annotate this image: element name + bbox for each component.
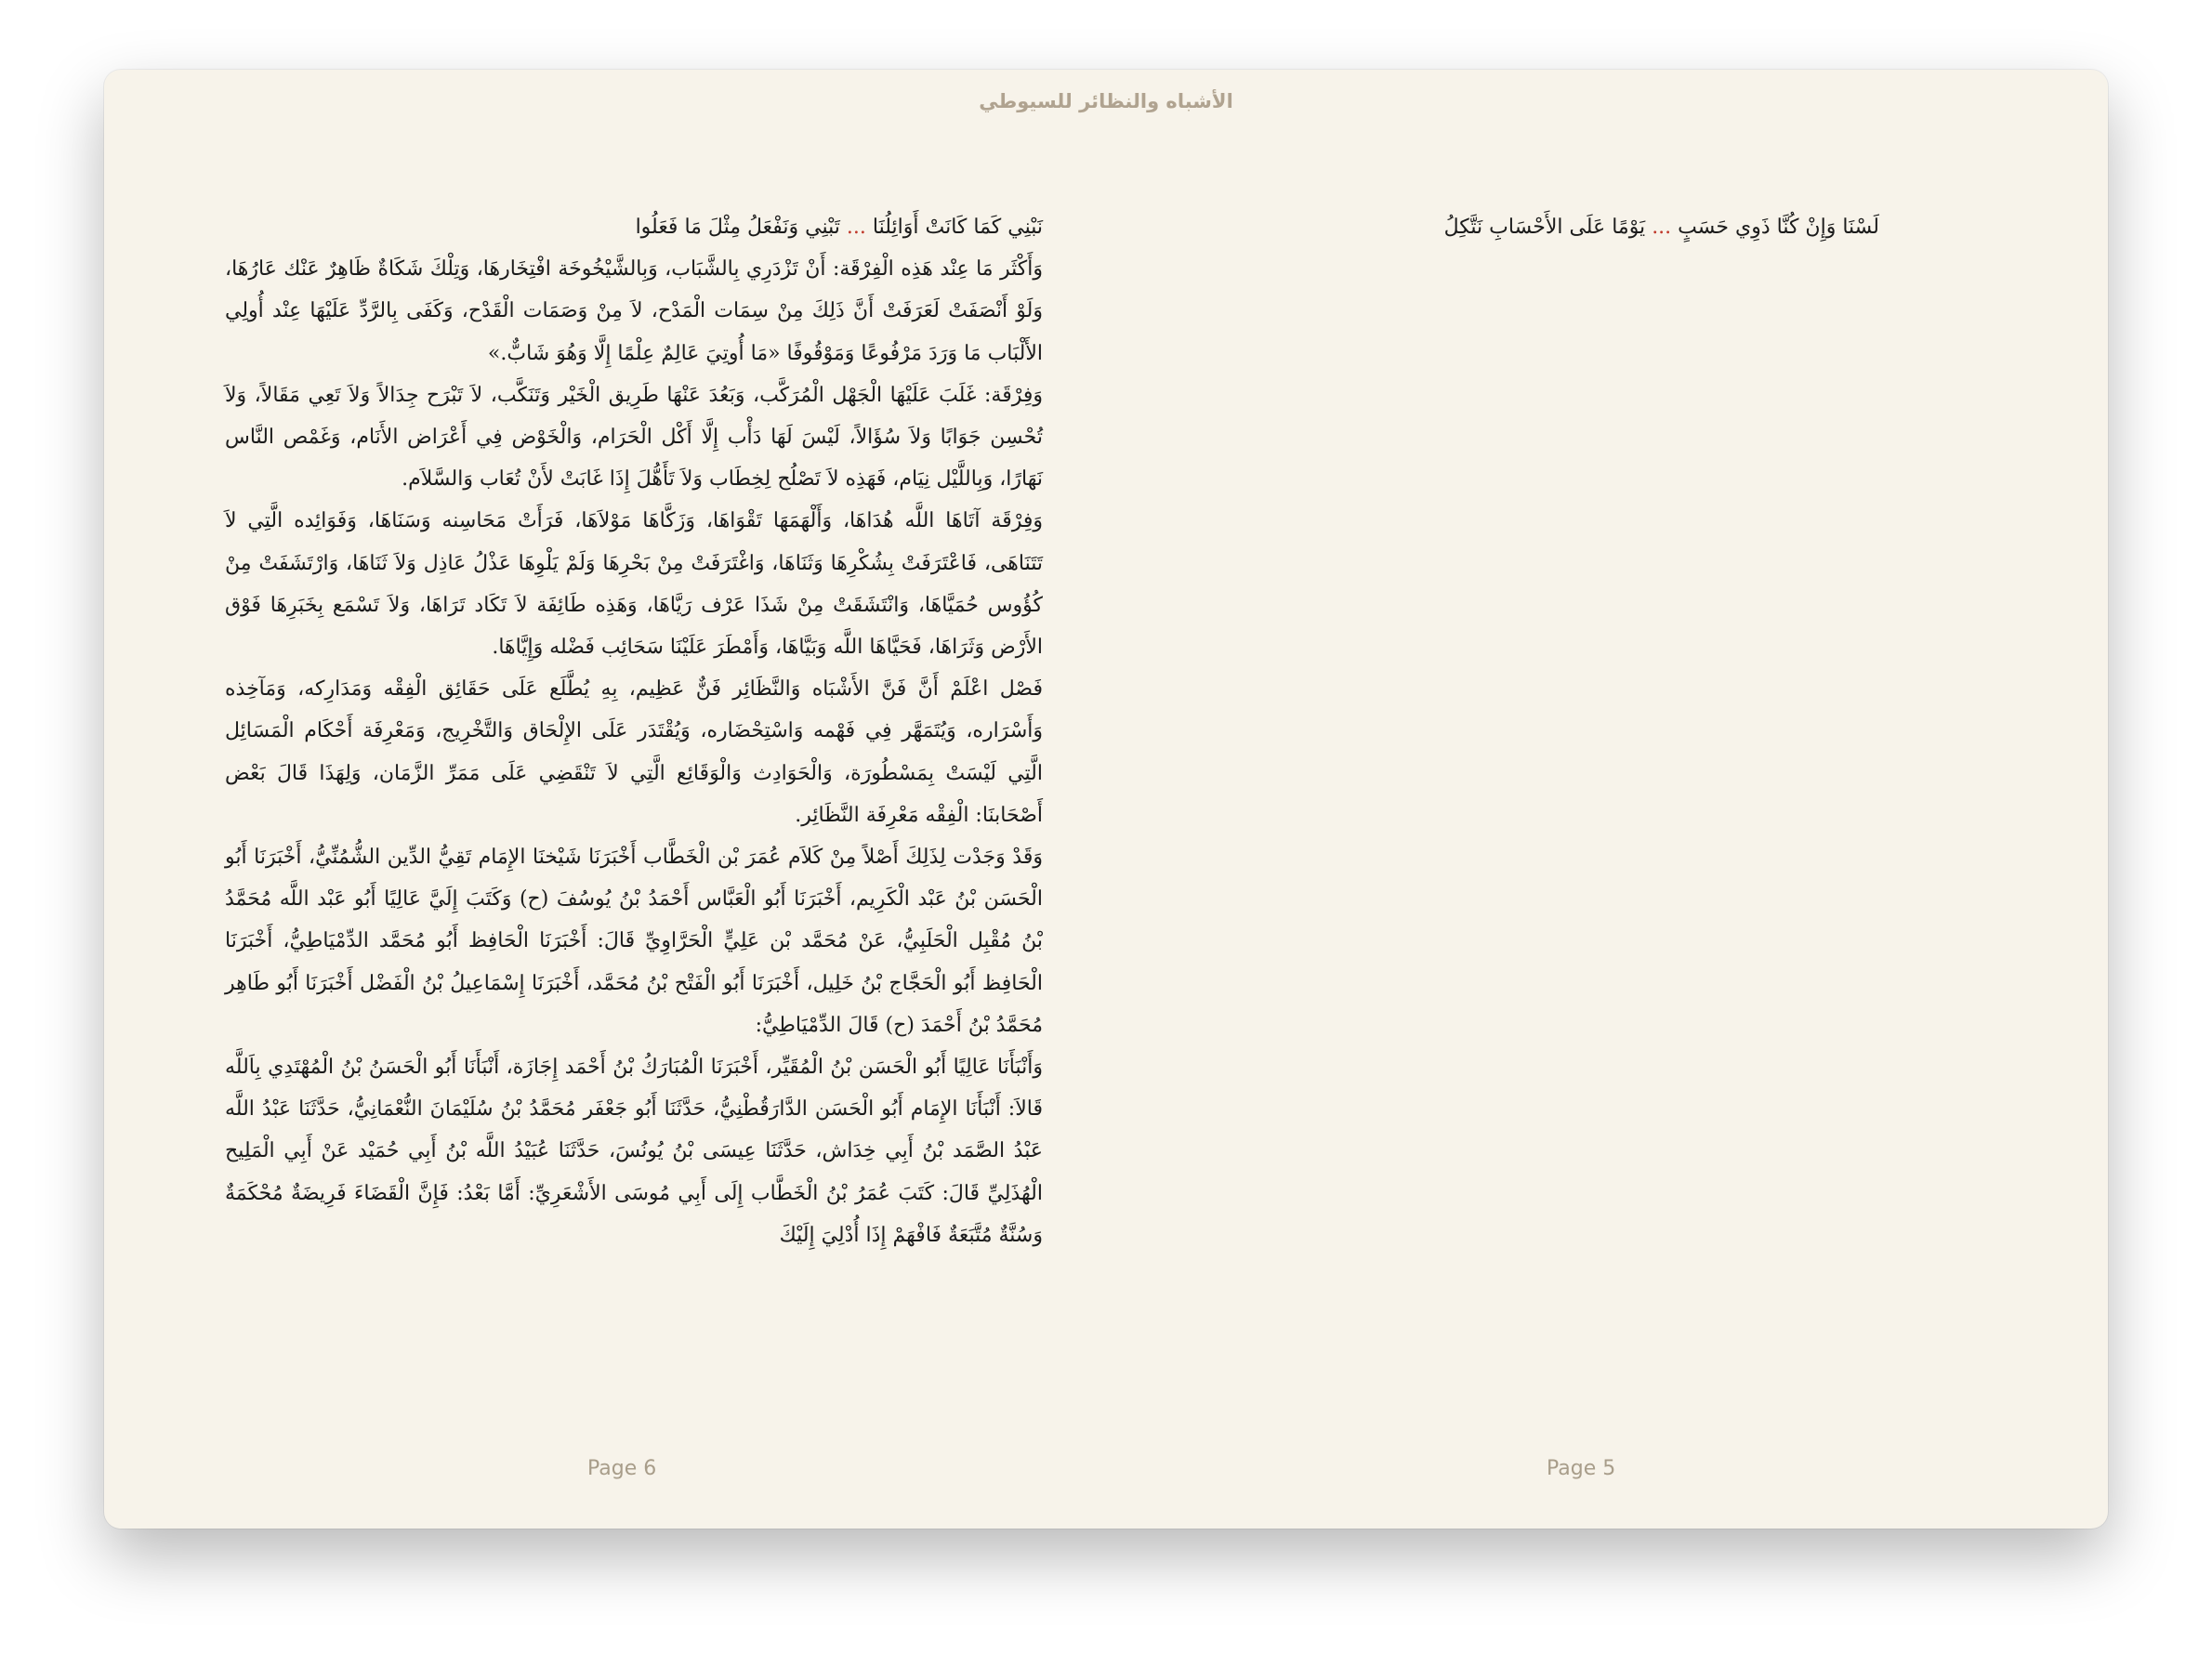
verse-first-half: لَسْنَا وَإِنْ كُنَّا ذَوِي حَسَبٍ xyxy=(1678,216,1879,239)
paragraph: وَقَدْ وَجَدْت لِذَلِكَ أَصْلاً مِنْ كَلاَم عُمَرَ بْن الْخَطَّاب أَخْبَرَنَا شَيْخنَا الإِمَام تَقِيُّ الدِّين الشُّمُنِّيُّ، أَخْبَرَنَا أَبُو الْحَسَن بْنُ عَبْد الْكَرِيم، أَخْبَرَنَا أَبُو الْعَبَّاس أَحْمَدُ بْنُ يُوسُفَ (ح) وَكَتَبَ إِلَيَّ عَالِيًا أَبُو عَبْد اللَّه مُحَمَّدُ بْنُ مُقْبِل الْحَلَبِيُّ، عَنْ مُحَمَّد بْن عَلِيٍّ الْحَرَّاوِيِّ قَالَ: أَخْبَرَنَا الْحَافِظ أَبُو مُحَمَّد الدِّمْيَاطِيُّ، أَخْبَرَنَا الْحَافِظ أَبُو الْحَجَّاج بْنُ خَلِيل، أَخْبَرَنَا أَبُو الْفَتْح بْنُ مُحَمَّد، أَخْبَرَنَا إِسْمَاعِيلُ بْنُ الْفَضْل أَخْبَرَنَا أَبُو طَاهِر مُحَمَّدُ بْنُ أَحْمَدَ (ح) قَالَ الدِّمْيَاطِيُّ: xyxy=(225,846,1043,1037)
verse-line xyxy=(1061,206,1879,248)
paragraph: وَفِرْقَة آتَاهَا اللَّه هُدَاهَا، وَأَلْهَمَهَا تَقْوَاهَا، وَزَكَّاهَا مَوْلاَهَا، فَرَأَتْ مَحَاسِنه وَسَنَاهَا، وَفَوَائِده الَّتِي لاَ تَتَنَاهَى، فَاعْتَرَفَتْ بِشُكْرِهَا وَثَنَاهَا، وَاغْتَرَفَتْ مِنْ بَحْرِهَا وَلَمْ يَلْوِهَا عَذْلُ عَاذِل وَلاَ ثَنَاهَا، وَارْتَشَفَتْ مِنْ كُؤُوس حُمَيَّاهَا، وَانْتَشَقَتْ مِنْ شَذَا عَرْف رَيَّاهَا، وَهَذِه طَائِفَة لاَ تَكَاد تَرَاهَا، وَلاَ تَسْمَع بِخَبَرِهَا فَوْق الأَرْض وَثَرَاهَا، فَحَيَّاهَا اللَّه وَبَيَّاهَا، وَأَمْطَرَ عَلَيْنَا سَحَائِب فَضْله وَإِيَّاهَا. xyxy=(225,509,1044,660)
verse-line xyxy=(225,206,1043,248)
page-number-right: Page 5 xyxy=(1547,1457,1616,1480)
left-page xyxy=(225,206,1043,1256)
page-number-left: Page 6 xyxy=(587,1457,657,1480)
paragraph: فَصْل اعْلَمْ أَنَّ فَنَّ الأَشْبَاه وَالنَّظَائِر فَنٌّ عَظِيم، بِهِ يُطَّلَع عَلَى حَقَائِق الْفِقْه وَمَدَارِكه، وَمَآخِذه وَأَسْرَاره، وَيُتَمَهَّر فِي فَهْمه وَاسْتِحْضَاره، وَيُقْتَدَر عَلَى الإِلْحَاق وَالتَّخْرِيج، وَمَعْرِفَة أَحْكَام الْمَسَائِل الَّتِي لَيْسَتْ بِمَسْطُورَة، وَالْحَوَادِث وَالْوَقَائِع الَّتِي لاَ تَنْقَضِي عَلَى مَمَرِّ الزَّمَان، وَلِهَذَا قَالَ بَعْض أَصْحَابنَا: الْفِقْه مَعْرِفَة النَّظَائِر. xyxy=(225,677,1043,827)
verse-separator: ... xyxy=(846,216,866,239)
paragraph: وَأَنْبَأَنَا عَالِيًا أَبُو الْحَسَن بْنُ الْمُقَيِّر، أَخْبَرَنَا الْمُبَارَكُ بْنُ أَحْمَد إِجَازَة، أَنْبَأَنَا أَبُو الْحَسَنُ بْنُ الْمُهْتَدِي بِاَللَّه قَالاَ: أَنْبَأَنَا الإِمَام أَبُو الْحَسَن الدَّارَقُطْنِيُّ، حَدَّثَنَا أَبُو جَعْفَر مُحَمَّدُ بْنُ سُلَيْمَانَ النُّعْمَانِيُّ، حَدَّثَنَا عَبْدُ اللَّه عَبْدُ الصَّمَد بْنُ أَبِي خِدَاش، حَدَّثَنَا عِيسَى بْنُ يُونُسَ، حَدَّثَنَا عُبَيْدُ اللَّه بْنُ أَبِي حُمَيْد عَنْ أَبِي الْمَلِيح الْهُذَلِيِّ قَالَ: كَتَبَ عُمَرُ بْنُ الْخَطَّاب إِلَى أَبِي مُوسَى الأَشْعَرِيِّ: أَمَّا بَعْدُ: فَإِنَّ الْقَضَاءَ فَرِيضَةٌ مُحْكَمَةٌ وَسُنَّةٌ مُتَّبَعَةٌ فَافْهَمْ إِذَا أُدْلِيَ إِلَيْكَ xyxy=(225,1056,1043,1247)
verse-second-half: تَبْنِي وَنَفْعَلُ مِثْلَ مَا فَعَلُوا xyxy=(635,216,840,239)
paragraph: وَفِرْقَة: غَلَبَ عَلَيْهَا الْجَهْل الْمُرَكَّب، وَبَعُدَ عَنْهَا طَرِيق الْخَيْر وَتَنَكَّب، لاَ تَبْرَح جِدَالاً وَلاَ تَعِي مَقَالاً، وَلاَ تُحْسِن جَوَابًا وَلاَ سُؤَالاً، لَيْسَ لَهَا دَأْب إِلَّا أَكْل الْحَرَام، وَالْخَوْض فِي أَعْرَاض الأَنَام، وَغَمْص النَّاس نَهَارًا، وَبِاللَّيْل نِيَام، فَهَذِه لاَ تَصْلُح لِخِطَاب وَلاَ تَأَهُّلَ إِذَا غَابَتْ لأَنْ تُعَاب وَالسَّلاَم. xyxy=(225,383,1043,492)
verse-first-half: نَبْنِي كَمَا كَانَتْ أَوَائِلُنَا xyxy=(872,216,1043,239)
book-window xyxy=(104,70,2108,1529)
paragraph: وَأَكْثَر مَا عِنْد هَذِه الْفِرْقَة: أَنْ تَزْدَرِي بِالشَّبَاب، وَبِالشَّيْخُوخَة افْتِخَارهَا، وَتِلْكَ شَكَاةٌ ظَاهِرٌ عَنْك عَارُهَا، وَلَوْ أَنْصَفَتْ لَعَرَفَتْ أَنَّ ذَلِكَ مِنْ سِمَات الْمَدْح، لاَ مِنْ وَصَمَات الْقَدْح، وَكَفَى بِالرَّدِّ عَلَيْهَا عِنْد أُولِي الأَلْبَاب مَا وَرَدَ مَرْفُوعًا وَمَوْقُوفًا «مَا أُوتِيَ عَالِمٌ عِلْمًا إِلَّا وَهُوَ شَابٌّ.» xyxy=(225,257,1043,365)
right-page xyxy=(1061,206,1879,248)
verse-second-half: يَوْمًا عَلَى الأَحْسَابِ نَتَّكِلُ xyxy=(1443,216,1646,239)
book-title: الأشباه والنظائر للسيوطي xyxy=(979,90,1233,112)
verse-separator: ... xyxy=(1652,216,1672,239)
